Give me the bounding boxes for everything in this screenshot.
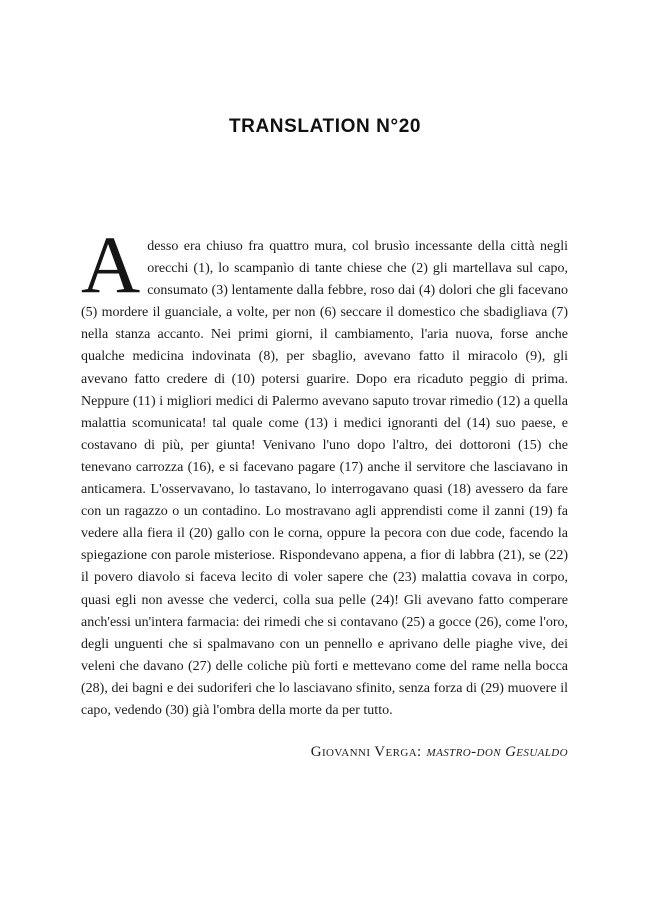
attribution — [81, 744, 568, 761]
body-block — [81, 219, 568, 761]
attribution-work: mastro-don Gesualdo — [426, 744, 568, 761]
drop-cap: A — [81, 219, 141, 310]
page-title: TRANSLATION N°20 — [228, 116, 422, 137]
body-text: desso era chiuso fra quattro mura, col brusìo incessante della città negli orecchi (1), lo scampanìo di tante chiese che (2) gli martellava sul capo, consumato (3) lentamente dalla febbre, roso dai (4) dolori che gli facevano (5) mordere il guanciale, a volte, per non (6) seccare il domestico che sbadigliava (7) nella stanza accanto. Nei primi giorni, il cambiamento, l'aria nuova, forse anche qualche medicina indovinata (8), per sbaglio, avevano fatto il miracolo (9), gli avevano fatto credere di (10) potersi guarire. Dopo era ricaduto peggio di prima. Neppure (11) i migliori medici di Palermo avevano saputo trovar rimedio (12) a quella malattia scomunicata! tal quale come (13) i medici ignoranti del (14) suo paese, e costavano di più, per giunta! Venivano l'uno dopo l'altro, dei dottoroni (15) che tenevano carrozza (16), e si facevano pagare (17) anche il servitore che lasciavano in anticamera. L'osservavano, lo tastavano, lo interrogavano quasi (18) avessero da fare con un ragazzo o un contadino. Lo mostravano agli apprendisti come il zanni (19) fa vedere alla fiera il (20) gallo con le corna, oppure la pecora con due code, facendo la spiegazione con parole misteriose. Rispondevano appena, a fior di labbra (21), se (22) il povero diavolo si faceva lecito di voler sapere che (23) malattia covava in corpo, quasi egli non avesse che vederci, colla sua pelle (24)! Gli avevano fatto comperare anch'essi un'intera farmacia: dei rimedi che si contavano (25) a gocce (26), come l'oro, degli unguenti che si spalmavano con un pennello e aprivano delle piaghe vive, dei veleni che davano (27) delle coliche più forti e mettevano come del rame nella bocca (28), dei bagni e dei sudoriferi che lo lasciavano sfinito, senza forza di (29) muovere il capo, vedendo (30) già l'ombra della morte da per tutto. — [81, 239, 568, 718]
attribution-author: Giovanni Verga: — [310, 744, 422, 761]
body-paragraph — [81, 219, 568, 722]
